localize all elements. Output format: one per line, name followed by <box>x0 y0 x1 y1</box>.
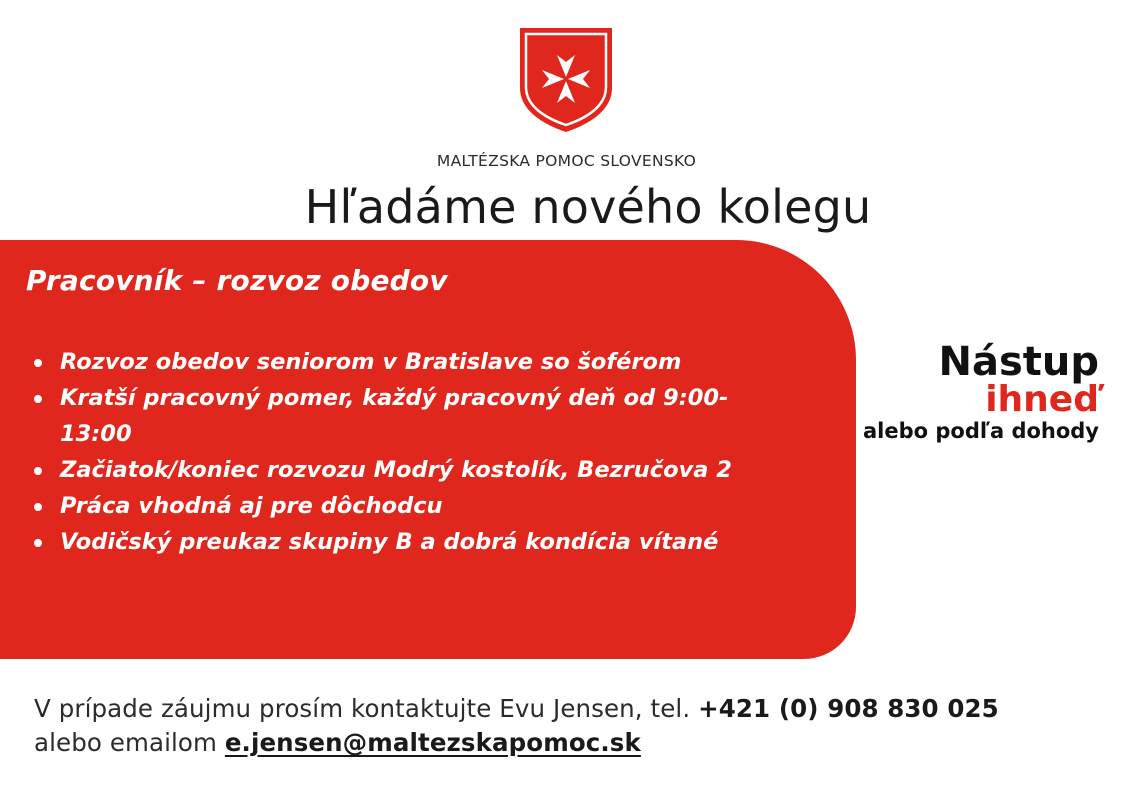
start-info <box>859 340 1099 443</box>
job-title: Pracovník – rozvoz obedov <box>26 264 448 297</box>
list-item <box>32 452 792 488</box>
duty-text: Rozvoz obedov seniorom v Bratislave so šoférom <box>60 349 682 375</box>
bullet-icon <box>34 467 42 475</box>
headline: Hľadáme nového kolegu <box>304 180 872 234</box>
duty-text: Vodičský preukaz skupiny B a dobrá kondícia vítané <box>60 529 719 555</box>
phone-number[interactable]: +421 (0) 908 830 025 <box>698 694 999 723</box>
contact-intro: V prípade záujmu prosím kontaktujte Evu Jensen, tel. <box>34 694 699 723</box>
job-panel <box>0 240 856 659</box>
bullet-icon <box>34 359 42 367</box>
start-immediately: ihneď <box>985 379 1099 420</box>
organization-name: MALTÉZSKA POMOC SLOVENSKO <box>436 152 697 170</box>
bullet-icon <box>34 503 42 511</box>
contact-email-intro: alebo emailom <box>34 728 225 757</box>
duty-text: Práca vhodná aj pre dôchodcu <box>60 493 443 519</box>
contact-info <box>34 692 1114 760</box>
duty-text: Kratší pracovný pomer, každý pracovný deň od 9:00-13:00 <box>60 385 729 447</box>
duties-list <box>32 344 792 560</box>
duty-text: Začiatok/koniec rozvozu Modrý kostolík, Bezručova 2 <box>60 457 732 483</box>
email-link[interactable]: e.jensen@maltezskapomoc.sk <box>224 728 641 757</box>
start-heading: Nástup <box>938 339 1099 385</box>
list-item <box>32 344 792 380</box>
maltese-cross-shield-logo <box>518 26 614 134</box>
list-item <box>32 488 792 524</box>
list-item <box>32 380 792 452</box>
start-or-agreement: alebo podľa dohody <box>863 419 1099 443</box>
bullet-icon <box>34 395 42 403</box>
list-item <box>32 524 792 560</box>
bullet-icon <box>34 539 42 547</box>
